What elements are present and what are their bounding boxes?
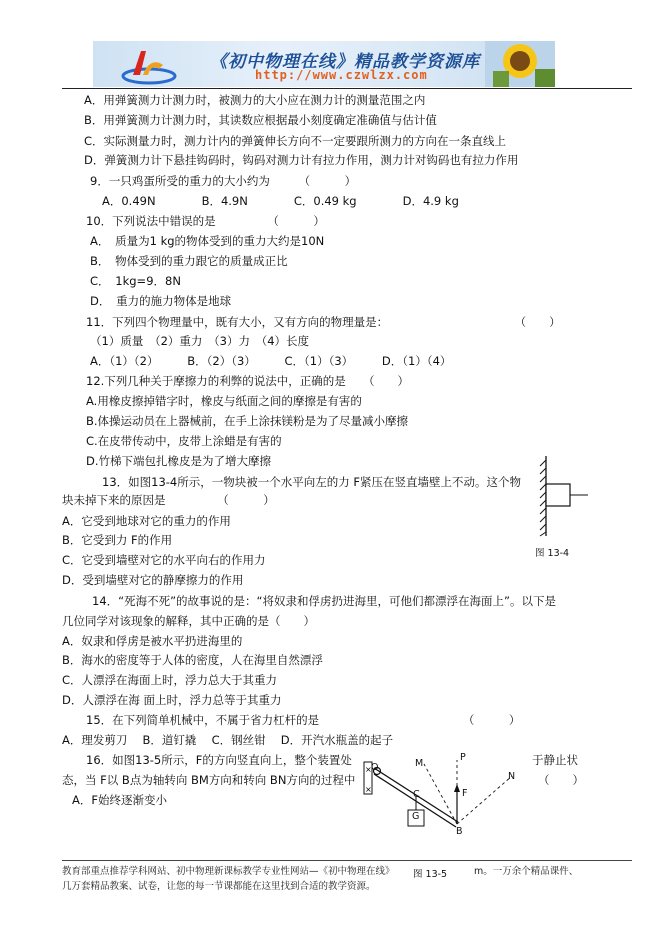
q10-stem: 10．下列说法中错误的是 （ ） <box>86 214 325 228</box>
q12-option-c: C.在皮带传动中，皮带上涂蜡是有害的 <box>86 434 282 448</box>
q12-option-b: B.体操运动员在上器械前，在手上涂抹镁粉是为了尽量减小摩擦 <box>86 414 409 428</box>
q9-stem: 9．一只鸡蛋所受的重力的大小约为 （ ） <box>90 174 357 188</box>
site-url[interactable]: http://www.czwlzx.com <box>255 68 428 82</box>
header-rule <box>62 88 632 89</box>
q8-option-a: A．用弹簧测力计测力时，被测力的大小应在测力计的测量范围之内 <box>84 93 426 107</box>
svg-text:×: × <box>365 785 372 794</box>
site-logo-icon <box>119 45 179 85</box>
q14-option-b: B．海水的密度等于人体的密度，人在海里自然漂浮 <box>62 653 323 667</box>
figure-label-p: P <box>460 752 466 763</box>
svg-text:×: × <box>365 765 372 774</box>
footer-line-1: 教育部重点推荐学科网站、初中物理新课标教学专业性网站—《初中物理在线》 <box>62 866 395 877</box>
q14-option-a: A．奴隶和俘虏是被水平扔进海里的 <box>62 634 243 648</box>
q12-stem: 12.下列几种关于摩擦力的利弊的说法中，正确的是 （ ） <box>86 374 410 388</box>
q11-items: （1）质量 （2）重力 （3）力 （4）长度 <box>90 334 310 348</box>
q13-option-a: A．它受到地球对它的重力的作用 <box>62 514 231 528</box>
q10-option-b: B． 物体受到的重力跟它的质量成正比 <box>90 254 288 268</box>
site-title: 《初中物理在线》精品教学资源库 <box>210 52 480 72</box>
q16-option-a: A．F始终逐渐变小 <box>72 793 167 807</box>
q13-option-d: D．受到墙壁对它的静摩擦力的作用 <box>62 573 244 587</box>
q14-option-c: C．人漂浮在海面上时，浮力总大于其重力 <box>62 673 278 687</box>
q13-option-c: C．它受到墙壁对它的水平向右的作用力 <box>62 553 266 567</box>
q11-stem: 11．下列四个物理量中，既有大小，又有方向的物理量是： （ ） <box>86 315 561 329</box>
q8-option-d: D．弹簧测力计下悬挂钩码时，钩码对测力计有拉力作用，测力计对钩码也有拉力作用 <box>84 153 519 167</box>
footer-rule <box>62 860 632 861</box>
figure-label-m: M <box>415 758 424 769</box>
figure-13-5-caption: 图 13-5 <box>413 869 448 880</box>
q14-option-d: D．人漂浮在海 面上时，浮力总等于其重力 <box>62 693 282 707</box>
q10-option-d: D． 重力的施力物体是地球 <box>90 294 232 308</box>
q16-answer-bracket: （ ） <box>538 773 584 787</box>
footer-line-2: 几万套精品教案、试卷，让您的每一节课都能在这里找到合适的教学资源。 <box>62 881 376 892</box>
figure-label-g: G <box>412 811 420 822</box>
figure-label-c: C <box>413 789 420 800</box>
figure-13-4-caption: 图 13-4 <box>535 548 570 559</box>
figure-13-4-diagram <box>536 454 592 540</box>
q14-stem-cont: 几位同学对该现象的解释，其中正确的是（ ） <box>62 614 315 628</box>
q13-stem: 13．如图13-4所示，一物块被一个水平向左的力 F紧压在竖直墙壁上不动。这个物 <box>102 475 521 489</box>
q13-option-b: B．它受到力 F的作用 <box>62 533 173 547</box>
q11-options: A．（1）（2） B．（2）（3） C．（1）（3） D．（1）（4） <box>90 354 452 368</box>
q9-options: A．0.49N B．4.9N C．0.49 kg D．4.9 kg <box>102 194 459 208</box>
q10-option-c: C． 1kg=9．8N <box>90 274 181 288</box>
q13-stem-cont: 块未掉下来的原因是 （ ） <box>62 493 275 507</box>
q12-option-d: D.竹梯下端包扎橡皮是为了增大摩擦 <box>86 454 272 468</box>
figure-label-n: N <box>508 771 516 782</box>
q14-stem: 14．“死海不死”的故事说的是：“将奴隶和俘虏扔进海里，可他们都漂浮在海面上”。以下是 <box>92 594 556 608</box>
footer-line-1-end: m。一万余个精品课件、 <box>474 866 579 877</box>
q10-option-a: A． 质量为1 kg的物体受到的重力大约是10N <box>90 234 325 248</box>
q8-option-b: B．用弹簧测力计测力时，其读数应根据最小刻度确定准确值与估计值 <box>84 113 437 127</box>
q16-stem-right: 于静止状 <box>532 753 578 767</box>
figure-label-b: B <box>456 826 463 837</box>
figure-13-5-diagram <box>362 752 532 852</box>
figure-label-f: F <box>462 788 468 799</box>
header-banner <box>93 41 555 87</box>
q15-options: A．理发剪刀 B．道钉撬 C．钢丝钳 D．开汽水瓶盖的起子 <box>62 733 394 747</box>
q12-option-a: A.用橡皮擦掉错字时，橡皮与纸面之间的摩擦是有害的 <box>86 394 362 408</box>
sunflower-icon <box>485 41 555 87</box>
q16-stem: 16．如图13-5所示，F的方向竖直向上，整个装置处 <box>86 753 352 767</box>
q15-stem: 15．在下列简单机械中，不属于省力杠杆的是 （ ） <box>86 713 521 727</box>
q16-stem-cont: 态，当 F以 B点为轴转向 BM方向和转向 BN方向的过程中 <box>62 773 356 787</box>
q8-option-c: C．实际测量力时，测力计内的弹簧伸长方向不一定要跟所测力的方向在一条直线上 <box>84 134 507 148</box>
figure-label-o: O <box>371 762 379 773</box>
